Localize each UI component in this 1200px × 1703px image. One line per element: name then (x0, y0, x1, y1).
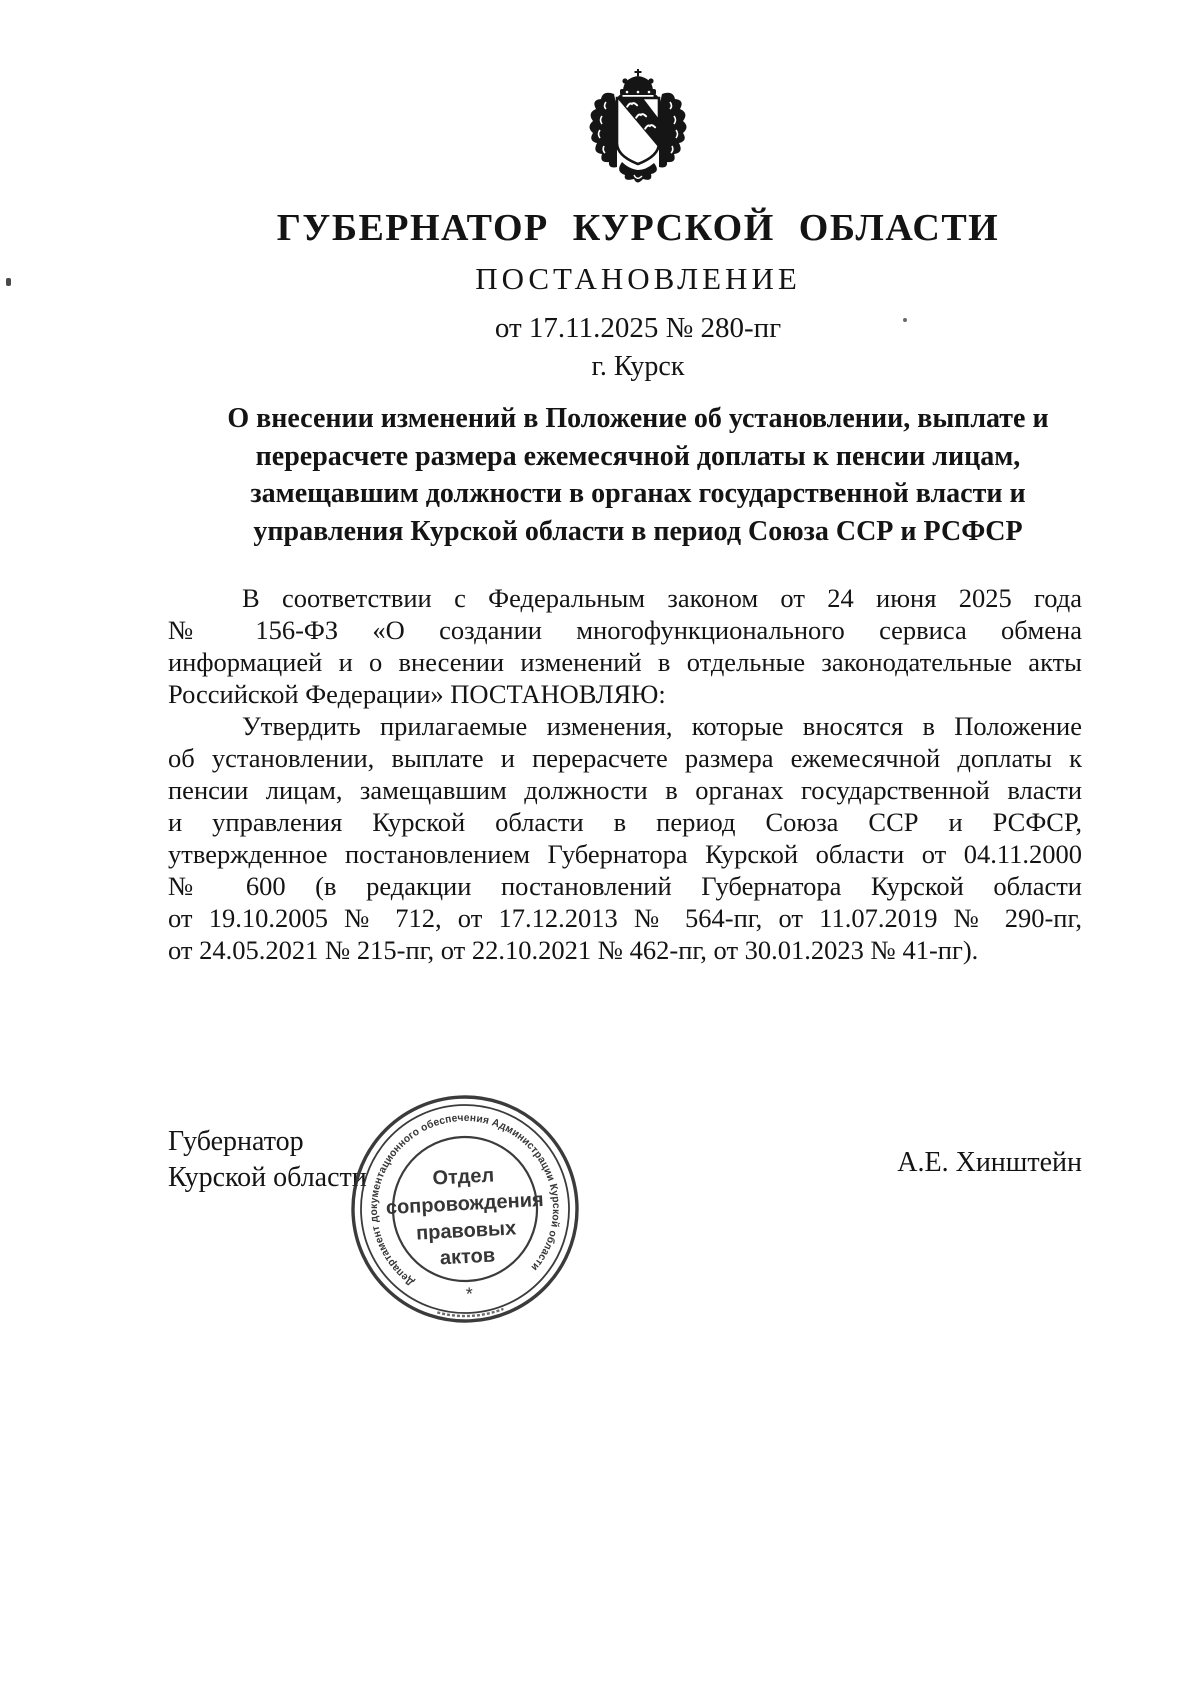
subject-title-line: управления Курской области в период Союза ССР и РСФСР (253, 515, 1023, 547)
document-body (168, 582, 1082, 966)
stamp-center-line: сопровождения (385, 1188, 545, 1220)
certification-stamp (339, 1083, 591, 1335)
subject-title-line: перерасчете размера ежемесячной доплаты к пенсии лицам, (255, 440, 1021, 472)
city-line: г. Курск (591, 351, 685, 382)
kursk-oblast-coat-of-arms-icon (576, 68, 700, 190)
stamp-center-line: актов (439, 1244, 496, 1270)
scan-speck (6, 278, 11, 286)
body-line: № 156-ФЗ «О создании многофункционального сервиса обмена (168, 615, 1082, 645)
body-line: об установлении, выплате и перерасчете размера ежемесячной доплаты к (168, 743, 1082, 773)
date-and-number-line: от 17.11.2025 № 280-пг (494, 312, 782, 344)
subject-title-line: замещавшим должности в органах государственной власти и (250, 478, 1026, 509)
body-line: пенсии лицам, замещавшим должности в органах государственной власти (168, 775, 1082, 805)
body-line: от 19.10.2005 № 712, от 17.12.2013 № 564-пг, от 11.07.2019 № 290-пг, (168, 903, 1082, 933)
body-line: и управления Курской области в период Союза ССР и РСФСР, (168, 807, 1082, 837)
stamp-star: * (465, 1283, 474, 1305)
body-line: информацией и о внесении изменений в отдельные законодательные акты (168, 647, 1082, 677)
body-line: утвержденное постановлением Губернатора Курской области от 04.11.2000 (168, 839, 1082, 869)
document-subject-title (168, 400, 1108, 550)
subject-title-line: О внесении изменений в Положение об установлении, выплате и (227, 403, 1049, 434)
signatory-post-line: Курской области (168, 1162, 367, 1193)
paragraph-preamble (168, 582, 1082, 710)
body-line: Утвердить прилагаемые изменения, которые вносятся в Положение (242, 711, 1082, 741)
stamp-ring-text: Департамент документационного обеспечения Администрации Курской области (367, 1111, 563, 1289)
document-type-title: ПОСТАНОВЛЕНИЕ (475, 261, 801, 296)
stamp-center-line: Отдел (431, 1164, 495, 1190)
body-line: № 600 (в редакции постановлений Губернатора Курской области (168, 871, 1082, 901)
paragraph-resolution (168, 710, 1082, 966)
signatory-post (168, 1124, 367, 1196)
signatory-name: А.Е. Хинштейн (897, 1147, 1082, 1178)
body-line: Российской Федерации» ПОСТАНОВЛЯЮ: (168, 679, 666, 709)
issuing-authority-title: ГУБЕРНАТОР КУРСКОЙ ОБЛАСТИ (276, 207, 1000, 249)
stamp-center-line: правовых (415, 1217, 517, 1245)
scan-speck (903, 318, 907, 322)
body-line: от 24.05.2021 № 215-пг, от 22.10.2021 № 462-пг, от 30.01.2023 № 41-пг). (168, 935, 979, 965)
signatory-post-line: Губернатор (168, 1126, 304, 1157)
body-line: В соответствии с Федеральным законом от 24 июня 2025 года (242, 583, 1082, 613)
